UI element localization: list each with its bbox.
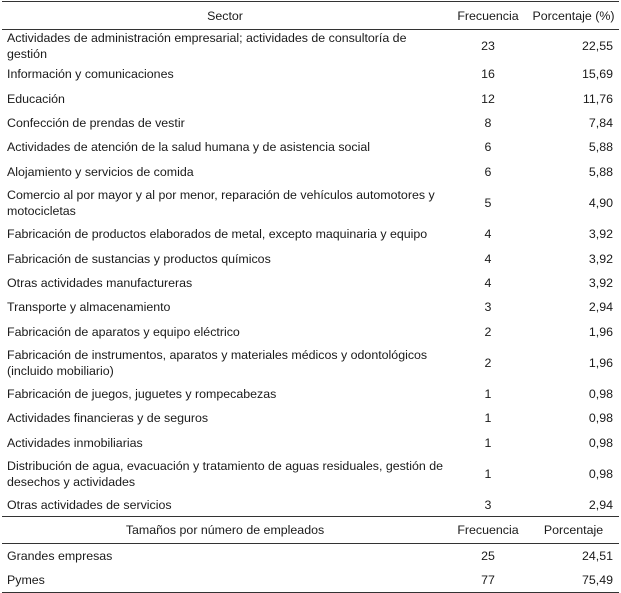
frequency-cell: 12	[481, 91, 495, 106]
percentage-cell: 22,55	[581, 39, 613, 53]
table-row	[2, 295, 619, 319]
sector-cell: Actividades de administración empresarial; actividades de consultoría de gestión	[7, 31, 407, 61]
header-percentage: Porcentaje (%)	[528, 2, 619, 30]
sector-cell: Actividades inmobiliarias	[7, 435, 143, 450]
company-distribution-table	[2, 1, 619, 593]
table-row	[2, 569, 619, 593]
frequency-cell: 3	[484, 497, 492, 512]
percentage-cell: 1,96	[588, 355, 613, 370]
table-row	[2, 455, 619, 493]
frequency-cell: 4	[484, 227, 492, 242]
table-row	[2, 86, 619, 110]
table-row	[2, 184, 619, 222]
percentage-cell: 0,98	[588, 467, 613, 482]
sector-cell: Otras actividades manufactureras	[7, 275, 193, 290]
header-frequency: Frecuencia	[448, 517, 528, 544]
table-row	[2, 271, 619, 295]
sector-header-row	[2, 2, 619, 30]
sector-cell: Distribución de agua, evacuación y tratamiento de aguas residuales, gestión de desechos y actividades	[7, 459, 444, 490]
table-row	[2, 30, 619, 63]
sector-cell: Comercio al por mayor y al por menor, reparación de vehículos automotores y motocicletas	[7, 187, 435, 218]
percentage-cell: 3,92	[588, 227, 613, 242]
table-row	[2, 111, 619, 135]
header-sector: Sector	[2, 2, 448, 30]
frequency-cell: 6	[484, 140, 492, 155]
percentage-cell: 2,94	[588, 300, 613, 315]
frequency-cell: 23	[481, 39, 495, 53]
frequency-cell: 16	[481, 67, 495, 82]
frequency-cell: 25	[481, 549, 495, 564]
percentage-cell: 15,69	[581, 67, 613, 82]
table-row	[2, 406, 619, 430]
percentage-cell: 0,98	[588, 411, 613, 426]
size-cell: Pymes	[2, 569, 448, 593]
frequency-cell: 2	[484, 355, 492, 370]
frequency-cell: 3	[484, 300, 492, 315]
frequency-cell: 5	[484, 195, 492, 210]
sector-cell: Transporte y almacenamiento	[7, 300, 171, 315]
header-percentage: Porcentaje	[528, 517, 619, 544]
table-row	[2, 320, 619, 344]
sector-cell: Actividades de atención de la salud humana y de asistencia social	[7, 140, 370, 155]
table-row	[2, 62, 619, 86]
percentage-cell: 24,51	[581, 549, 613, 564]
sector-cell: Información y comunicaciones	[7, 67, 174, 82]
table-row	[2, 246, 619, 270]
percentage-cell: 5,88	[588, 140, 613, 155]
sector-cell: Educación	[7, 91, 65, 106]
percentage-cell: 7,84	[588, 115, 613, 130]
sector-cell: Alojamiento y servicios de comida	[7, 164, 194, 179]
table-row	[2, 222, 619, 246]
percentage-cell: 4,90	[588, 195, 613, 210]
table-row	[2, 431, 619, 455]
percentage-cell: 75,49	[528, 569, 619, 593]
header-size: Tamaños por número de empleados	[2, 517, 448, 544]
header-frequency: Frecuencia	[448, 2, 528, 30]
size-cell: Grandes empresas	[7, 549, 113, 564]
frequency-cell: 1	[484, 467, 492, 482]
frequency-cell: 1	[484, 387, 492, 402]
sector-cell: Actividades financieras y de seguros	[7, 411, 209, 426]
sector-cell: Fabricación de sustancias y productos químicos	[7, 251, 271, 266]
table-row	[2, 135, 619, 159]
percentage-cell: 2,94	[588, 497, 613, 512]
frequency-cell: 6	[484, 164, 492, 179]
size-header-row	[2, 517, 619, 544]
frequency-cell: 2	[484, 324, 492, 339]
sector-cell: Fabricación de instrumentos, aparatos y materiales médicos y odontológicos (incluido mobiliario)	[7, 347, 428, 378]
percentage-cell: 0,98	[588, 387, 613, 402]
sector-cell: Fabricación de aparatos y equipo eléctrico	[7, 324, 240, 339]
frequency-cell: 1	[484, 435, 492, 450]
sector-cell: Otras actividades de servicios	[7, 497, 172, 512]
frequency-cell: 4	[484, 275, 492, 290]
table-row	[2, 344, 619, 382]
frequency-cell: 1	[484, 411, 492, 426]
table-row	[2, 382, 619, 406]
percentage-cell: 3,92	[588, 275, 613, 290]
percentage-cell: 3,92	[588, 251, 613, 266]
percentage-cell: 5,88	[588, 164, 613, 179]
sector-cell: Confección de prendas de vestir	[7, 115, 185, 130]
sector-cell: Fabricación de juegos, juguetes y rompecabezas	[7, 387, 277, 402]
sector-cell: Fabricación de productos elaborados de metal, excepto maquinaria y equipo	[7, 227, 428, 242]
frequency-cell: 77	[448, 569, 528, 593]
table-row	[2, 160, 619, 184]
percentage-cell: 11,76	[582, 91, 613, 106]
frequency-cell: 8	[484, 115, 492, 130]
table-row	[2, 493, 619, 517]
frequency-cell: 4	[484, 251, 492, 266]
table-row	[2, 544, 619, 569]
percentage-cell: 1,96	[588, 324, 613, 339]
percentage-cell: 0,98	[588, 435, 613, 450]
